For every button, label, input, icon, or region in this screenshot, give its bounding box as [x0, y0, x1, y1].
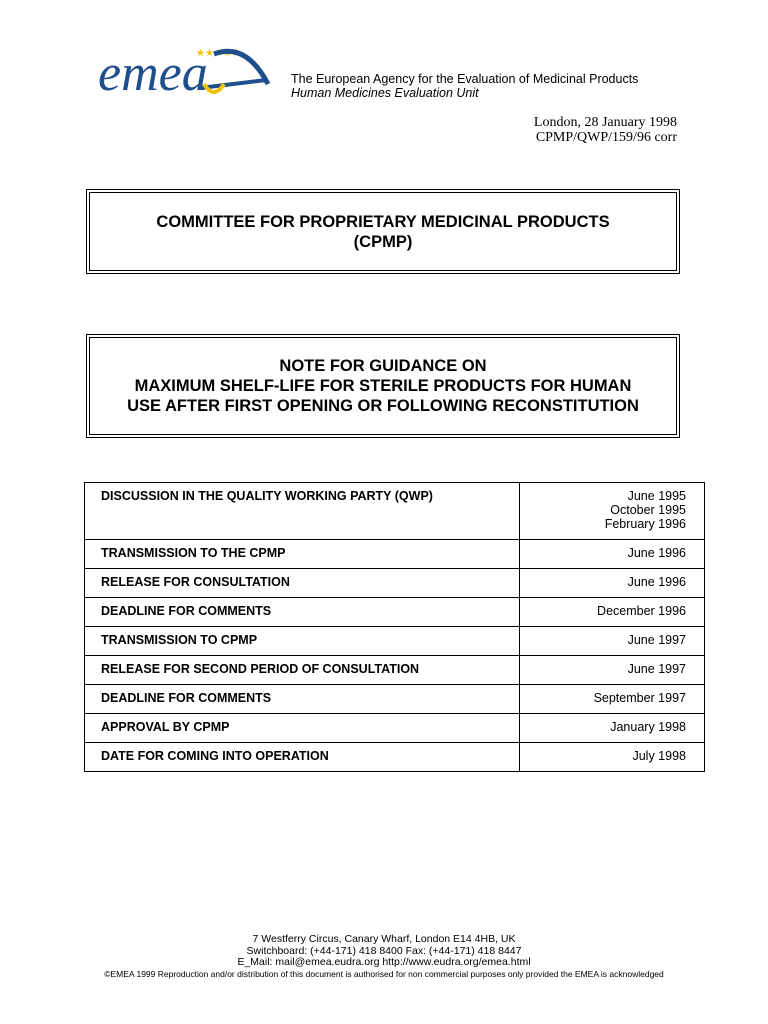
agency-name: The European Agency for the Evaluation of Medicinal Products [291, 72, 639, 86]
footer-phone: Switchboard: (+44-171) 418 8400 Fax: (+44-171) 418 8447 [246, 944, 522, 957]
footer-contact: E_Mail: mail@emea.eudra.org http://www.eudra.org/emea.html [237, 956, 531, 968]
event-cell: APPROVAL BY CPMP [85, 714, 520, 743]
table-row [85, 714, 705, 743]
logo-text: emea [98, 45, 208, 102]
date-cell [520, 569, 705, 598]
date-value: June 1996 [627, 575, 686, 589]
committee-box [86, 189, 680, 274]
date-cell [520, 685, 705, 714]
event-cell: DEADLINE FOR COMMENTS [85, 598, 520, 627]
table-row [85, 483, 705, 540]
footer [0, 934, 768, 980]
event-cell: DEADLINE FOR COMMENTS [85, 685, 520, 714]
table-row [85, 656, 705, 685]
date-value: June 1996 [627, 546, 686, 560]
place-date: London, 28 January 1998 [533, 115, 677, 130]
guidance-line-3: USE AFTER FIRST OPENING OR FOLLOWING RECONSTITUTION [127, 397, 639, 415]
svg-text:★★★★★: ★★★★★ [196, 48, 241, 59]
date-cell [520, 540, 705, 569]
date-cell [520, 743, 705, 772]
date-value: June 1995 [627, 489, 686, 503]
document-reference: CPMP/QWP/159/96 corr [535, 130, 677, 145]
event-cell: TRANSMISSION TO THE CPMP [85, 540, 520, 569]
unit-name: Human Medicines Evaluation Unit [291, 86, 479, 100]
committee-title: COMMITTEE FOR PROPRIETARY MEDICINAL PRODUCTS [156, 212, 610, 231]
committee-abbrev: (CPMP) [353, 232, 413, 251]
date-value: June 1997 [627, 662, 686, 676]
date-cell [520, 627, 705, 656]
footer-address: 7 Westferry Circus, Canary Wharf, London E14 4HB, UK [252, 933, 516, 945]
table-row [85, 743, 705, 772]
date-value: June 1997 [627, 633, 686, 647]
table-row [85, 598, 705, 627]
guidance-line-1: NOTE FOR GUIDANCE ON [279, 357, 487, 375]
date-value: July 1998 [632, 749, 686, 763]
date-value: September 1997 [593, 691, 686, 705]
event-cell: DATE FOR COMING INTO OPERATION [85, 743, 520, 772]
schedule-table [84, 482, 705, 772]
table-row [85, 685, 705, 714]
date-cell [520, 714, 705, 743]
table-row [85, 540, 705, 569]
emea-logo [96, 40, 276, 102]
event-cell: RELEASE FOR CONSULTATION [85, 569, 520, 598]
date-cell [520, 598, 705, 627]
event-cell: TRANSMISSION TO CPMP [85, 627, 520, 656]
date-value: October 1995 [610, 503, 686, 517]
event-cell: DISCUSSION IN THE QUALITY WORKING PARTY (QWP) [85, 483, 520, 540]
date-value: December 1996 [597, 604, 686, 618]
guidance-line-2: MAXIMUM SHELF-LIFE FOR STERILE PRODUCTS FOR HUMAN [134, 377, 632, 395]
footer-copyright: ©EMEA 1999 Reproduction and/or distribution of this document is authorised for non commercial purposes only provided the EMEA is acknowledged [104, 968, 664, 979]
event-cell: RELEASE FOR SECOND PERIOD OF CONSULTATION [85, 656, 520, 685]
reference-block [534, 115, 677, 145]
date-value: February 1996 [604, 517, 686, 531]
table-row [85, 627, 705, 656]
date-value: January 1998 [610, 720, 686, 734]
agency-block [291, 72, 638, 100]
guidance-title-box [86, 334, 680, 438]
table-row [85, 569, 705, 598]
date-cell [520, 656, 705, 685]
date-cell [520, 483, 705, 540]
